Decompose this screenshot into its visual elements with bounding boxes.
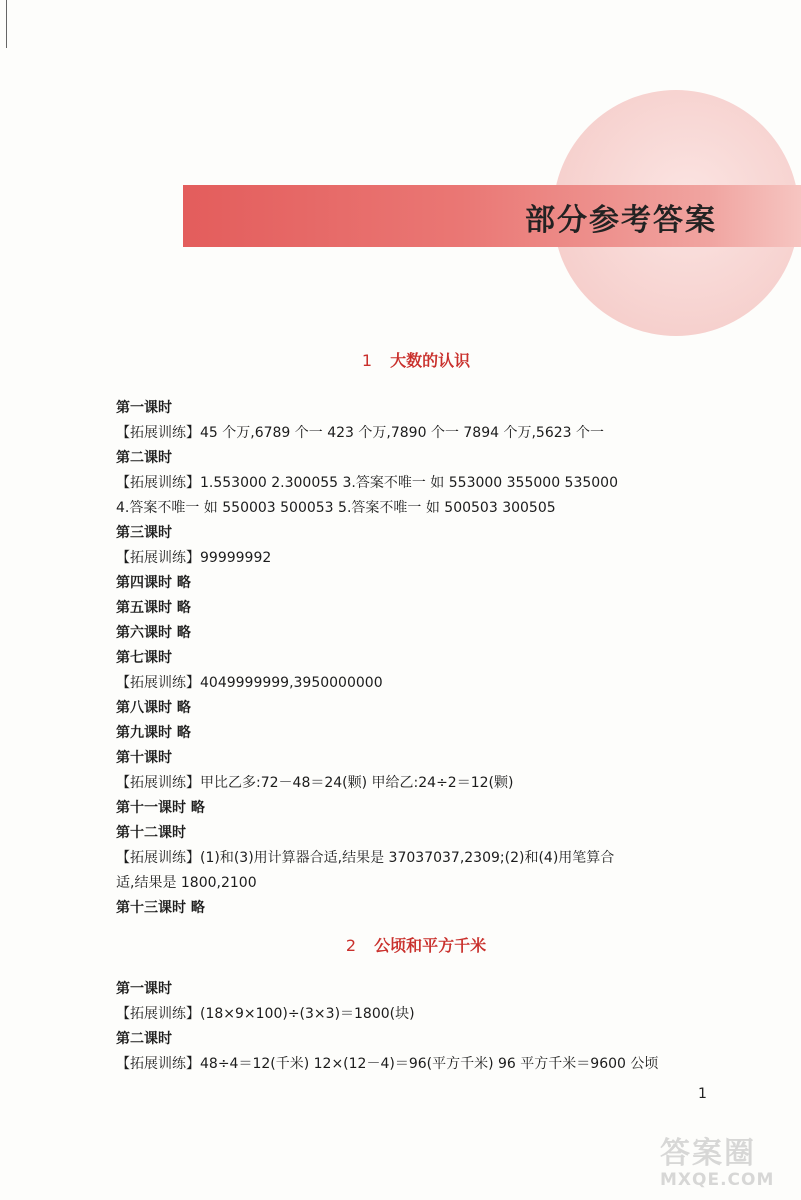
line-text: 4.答案不唯一 如 550003 500053 5.答案不唯一 如 500503 300505 [116, 500, 556, 516]
extension-exercise-tag: 【拓展训练】 [116, 1056, 200, 1072]
extension-exercise-tag: 【拓展训练】 [116, 550, 200, 566]
line-text: 第十课时 [116, 750, 172, 766]
lesson-heading [116, 748, 172, 768]
answer-line [116, 548, 271, 568]
lesson-heading [116, 648, 172, 668]
answer-line [116, 848, 614, 868]
lesson-heading [116, 573, 191, 593]
line-text: 第七课时 [116, 650, 172, 666]
extension-exercise-tag: 【拓展训练】 [116, 675, 200, 691]
line-text: 45 个万,6789 个一 423 个万,7890 个一 7894 个万,5623 个一 [200, 425, 605, 441]
lesson-heading [116, 798, 205, 818]
line-text: 48÷4＝12(千米) 12×(12－4)＝96(平方千米) 96 平方千米＝9600 公顷 [200, 1056, 659, 1072]
line-text: 第一课时 [116, 981, 172, 997]
extension-exercise-tag: 【拓展训练】 [116, 1006, 200, 1022]
extension-exercise-tag: 【拓展训练】 [116, 475, 200, 491]
line-text: 第十三课时 略 [116, 900, 205, 916]
answer-line [116, 498, 556, 518]
answer-line [116, 1004, 415, 1024]
line-text: 第三课时 [116, 525, 172, 541]
answer-line [116, 673, 383, 693]
extension-exercise-tag: 【拓展训练】 [116, 850, 200, 866]
section-heading-text: 公顷和平方千米 [374, 936, 487, 955]
lesson-heading [116, 698, 191, 718]
lesson-heading [116, 723, 191, 743]
left-margin-rule [6, 0, 7, 48]
answer-line [116, 1054, 658, 1074]
lesson-heading [116, 979, 172, 999]
lesson-heading [116, 398, 172, 418]
section-title [116, 348, 716, 371]
page-title: 部分参考答案 [525, 203, 717, 238]
page-number: 1 [698, 1086, 707, 1102]
lesson-heading [116, 823, 186, 843]
line-text: 1.553000 2.300055 3.答案不唯一 如 553000 355000 535000 [200, 475, 618, 491]
line-text: 第一课时 [116, 400, 172, 416]
line-text: 甲比乙多:72－48＝24(颗) 甲给乙:24÷2＝12(颗) [200, 775, 514, 791]
line-text: 第四课时 略 [116, 575, 191, 591]
line-text: 第十一课时 略 [116, 800, 205, 816]
answer-line [116, 873, 257, 893]
line-text: 99999992 [200, 550, 272, 566]
line-text: 第九课时 略 [116, 725, 191, 741]
answer-line [116, 773, 513, 793]
section-number: 2 [345, 936, 357, 955]
line-text: (18×9×100)÷(3×3)＝1800(块) [200, 1006, 415, 1022]
line-text: 适,结果是 1800,2100 [116, 875, 257, 891]
section-number: 1 [361, 351, 373, 370]
lesson-heading [116, 523, 172, 543]
watermark-domain: MXQE.COM [660, 1170, 775, 1190]
answer-line [116, 473, 618, 493]
lesson-heading [116, 898, 205, 918]
line-text: 第二课时 [116, 450, 172, 466]
line-text: 第二课时 [116, 1031, 172, 1047]
extension-exercise-tag: 【拓展训练】 [116, 425, 200, 441]
watermark-text: 答案圈 [660, 1136, 756, 1171]
line-text: 第五课时 略 [116, 600, 191, 616]
answer-line [116, 423, 604, 443]
line-text: (1)和(3)用计算器合适,结果是 37037037,2309;(2)和(4)用笔算合 [200, 850, 615, 866]
header-banner [183, 185, 801, 247]
line-text: 第六课时 略 [116, 625, 191, 641]
line-text: 第十二课时 [116, 825, 186, 841]
extension-exercise-tag: 【拓展训练】 [116, 775, 200, 791]
line-text: 第八课时 略 [116, 700, 191, 716]
lesson-heading [116, 623, 191, 643]
watermark-logo [660, 1128, 790, 1192]
lesson-heading [116, 1029, 172, 1049]
lesson-heading [116, 448, 172, 468]
line-text: 4049999999,3950000000 [200, 675, 383, 691]
section-title [116, 933, 716, 956]
section-heading-text: 大数的认识 [390, 351, 471, 370]
lesson-heading [116, 598, 191, 618]
